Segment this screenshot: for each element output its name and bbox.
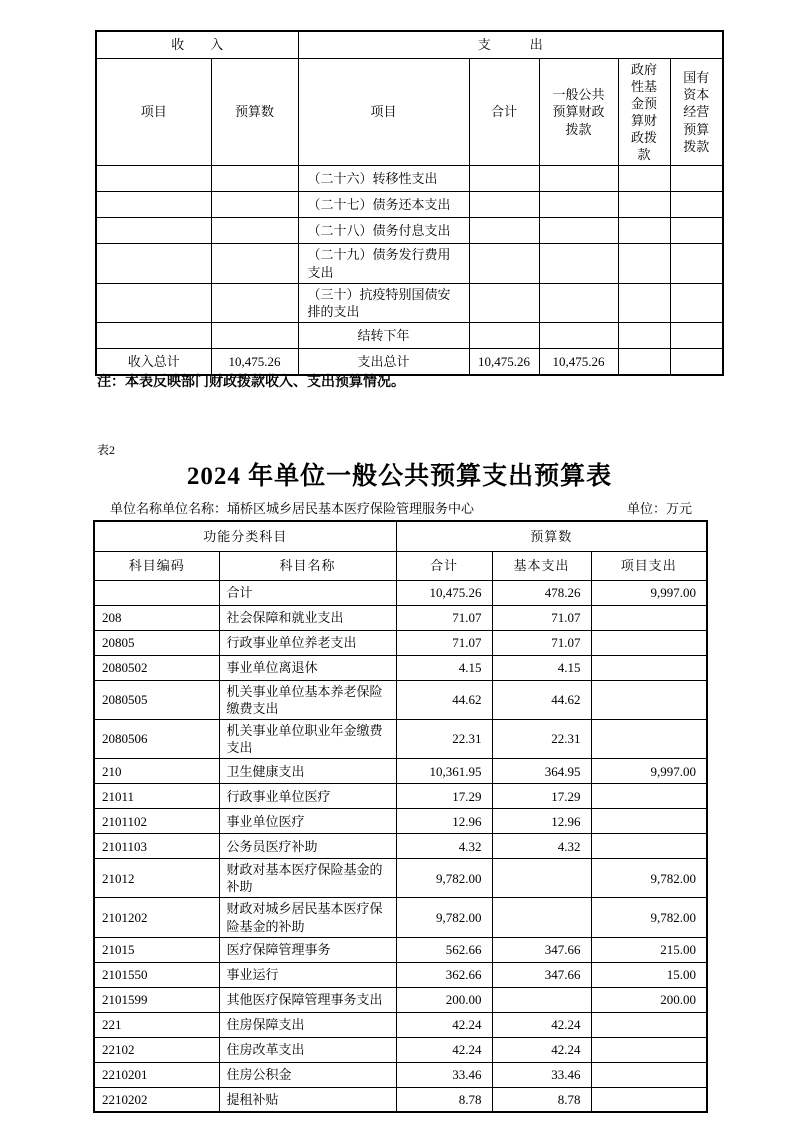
table-cell [211,283,298,322]
table-cell: 4.32 [396,834,492,859]
table-group-header-row [96,31,723,58]
table-cell [539,323,618,349]
table-cell [211,323,298,349]
table-cell: 20805 [94,630,219,655]
column-header: 项目支出 [591,551,707,580]
table-header-row [94,551,707,580]
table-cell: 21011 [94,784,219,809]
table-cell: 10,361.95 [396,759,492,784]
table-cell [492,987,591,1012]
table-header-row [96,58,723,166]
table-cell: 合计 [219,580,396,605]
table-cell: 71.07 [492,630,591,655]
table-cell: 结转下年 [298,323,469,349]
table-cell [670,283,723,322]
table-cell [96,244,211,283]
table2-unit-line [93,498,706,517]
table-row [94,719,707,758]
table-cell: 机关事业单位基本养老保险缴费支出 [219,680,396,719]
table-cell [591,630,707,655]
column-header: 科目名称 [219,551,396,580]
table-cell: 2210202 [94,1087,219,1112]
table-cell [618,192,670,218]
budget-number-group-header: 预算数 [396,521,707,551]
table-cell: 200.00 [396,987,492,1012]
table-row [94,655,707,680]
table-cell: 21015 [94,937,219,962]
table-cell: 33.46 [492,1062,591,1087]
table-cell: 8.78 [396,1087,492,1112]
table-cell [618,349,670,375]
table-cell: 215.00 [591,937,707,962]
table-cell [469,323,539,349]
table-cell [618,323,670,349]
table-row [94,987,707,1012]
table-cell: 事业运行 [219,962,396,987]
table-cell: 行政事业单位医疗 [219,784,396,809]
table-cell: 221 [94,1012,219,1037]
table-cell: 其他医疗保障管理事务支出 [219,987,396,1012]
table-cell [670,349,723,375]
table-cell: 347.66 [492,962,591,987]
table-cell [591,680,707,719]
table-cell [492,898,591,937]
unit-name-text: 单位名称单位名称：埇桥区城乡居民基本医疗保险管理服务中心 [110,501,475,516]
column-header: 项目 [298,58,469,166]
table-cell [96,218,211,244]
table-cell: 住房保障支出 [219,1012,396,1037]
table-cell: （二十六）转移性支出 [298,166,469,192]
table-cell [670,323,723,349]
table-cell [618,244,670,283]
table-cell [618,283,670,322]
table-cell: 10,475.26 [539,349,618,375]
table-cell: 社会保障和就业支出 [219,605,396,630]
table-row [94,580,707,605]
table-cell: 财政对基本医疗保险基金的补助 [219,859,396,898]
table-cell: 9,782.00 [591,859,707,898]
table-cell: 公务员医疗补助 [219,834,396,859]
table-cell: 22102 [94,1037,219,1062]
table-cell: 9,997.00 [591,580,707,605]
table-row [96,166,723,192]
table-cell: 2080506 [94,719,219,758]
table-cell [618,218,670,244]
table-cell: 9,782.00 [396,859,492,898]
table-cell: 17.29 [492,784,591,809]
table-cell [670,192,723,218]
column-header: 国有资本经营预算拨款 [670,58,723,166]
function-class-group-header: 功能分类科目 [94,521,396,551]
table-cell: 9,997.00 [591,759,707,784]
table-cell [94,580,219,605]
table-cell: 财政对城乡居民基本医疗保险基金的补助 [219,898,396,937]
table-cell: 事业单位医疗 [219,809,396,834]
table-cell: 4.32 [492,834,591,859]
table-row [94,962,707,987]
table-cell: 住房公积金 [219,1062,396,1087]
table-cell [469,192,539,218]
table-cell: 33.46 [396,1062,492,1087]
table-cell: 44.62 [492,680,591,719]
table-row [94,937,707,962]
table-cell [591,784,707,809]
table-row [96,323,723,349]
table1-note: 注：本表反映部门财政拨款收入、支出预算情况。 [97,373,405,389]
table-cell [469,283,539,322]
table-cell: 478.26 [492,580,591,605]
table-row [94,859,707,898]
table-cell: 10,475.26 [396,580,492,605]
column-header: 预算数 [211,58,298,166]
table-cell: 收入总计 [96,349,211,375]
table-cell: 42.24 [396,1012,492,1037]
table-cell: 医疗保障管理事务 [219,937,396,962]
table-cell: （二十七）债务还本支出 [298,192,469,218]
table-cell [591,1087,707,1112]
table-cell [539,218,618,244]
column-header: 一般公共预算财政拨款 [539,58,618,166]
table-row [94,630,707,655]
table-cell: 210 [94,759,219,784]
table-cell: 4.15 [492,655,591,680]
table-cell: 2101202 [94,898,219,937]
table2-title: 2024 年单位一般公共预算支出预算表 [186,463,613,490]
table-cell [591,605,707,630]
table-cell [591,834,707,859]
table-cell [469,218,539,244]
table-cell [591,719,707,758]
table-cell [211,166,298,192]
table-cell [539,166,618,192]
column-header: 基本支出 [492,551,591,580]
table-cell [591,809,707,834]
table-cell: 562.66 [396,937,492,962]
table-cell [469,244,539,283]
table-cell: 22.31 [396,719,492,758]
table-row [94,1012,707,1037]
table-cell: 住房改革支出 [219,1037,396,1062]
table-cell: 2101550 [94,962,219,987]
table-cell [670,166,723,192]
table-cell: 2080505 [94,680,219,719]
table-row [96,244,723,283]
table-cell: 22.31 [492,719,591,758]
table-cell: 42.24 [396,1037,492,1062]
table-cell [591,655,707,680]
table-cell [211,218,298,244]
column-header: 政府性基金预算财政拨款 [618,58,670,166]
income-group-header: 收 入 [96,31,298,58]
table-row [96,283,723,322]
table-row [94,605,707,630]
table-row [96,192,723,218]
table-cell: 9,782.00 [591,898,707,937]
table-row [94,1037,707,1062]
table-cell [670,244,723,283]
table-cell: 2101102 [94,809,219,834]
table-cell: 2210201 [94,1062,219,1087]
column-header: 合计 [396,551,492,580]
table-cell [469,166,539,192]
table-cell: 事业单位离退休 [219,655,396,680]
column-header: 项目 [96,58,211,166]
column-header: 合计 [469,58,539,166]
table-cell: 12.96 [492,809,591,834]
table-cell: 42.24 [492,1012,591,1037]
expense-group-header: 支 出 [298,31,723,58]
table-cell: 4.15 [396,655,492,680]
table-cell [539,283,618,322]
table-cell: （二十九）债务发行费用支出 [298,244,469,283]
table-cell: 9,782.00 [396,898,492,937]
table-row [94,898,707,937]
table-cell [591,1062,707,1087]
table-cell: （二十八）债务付息支出 [298,218,469,244]
table-cell: 42.24 [492,1037,591,1062]
table-cell: 2080502 [94,655,219,680]
table-cell [211,244,298,283]
table-cell: 提租补贴 [219,1087,396,1112]
table-cell: 362.66 [396,962,492,987]
table-row [96,218,723,244]
table-cell: 卫生健康支出 [219,759,396,784]
table-cell [591,1037,707,1062]
table-cell: 机关事业单位职业年金缴费支出 [219,719,396,758]
table-cell [539,244,618,283]
expenditure-budget-table [93,520,708,1113]
table-row [94,784,707,809]
table-cell: 10,475.26 [211,349,298,375]
table-row [94,834,707,859]
table-cell: 8.78 [492,1087,591,1112]
table-cell: （三十）抗疫特别国债安排的支出 [298,283,469,322]
unit-label: 单位：万元 [626,501,692,516]
table-cell: 10,475.26 [469,349,539,375]
table-cell: 21012 [94,859,219,898]
table-cell: 347.66 [492,937,591,962]
table-cell [96,166,211,192]
table-cell: 208 [94,605,219,630]
table-cell [96,283,211,322]
table-cell: 12.96 [396,809,492,834]
table-cell [96,192,211,218]
table-cell [96,323,211,349]
table-cell: 2101103 [94,834,219,859]
table2-label: 表2 [97,443,116,457]
table-cell [618,166,670,192]
table-cell: 71.07 [396,630,492,655]
table-cell [211,192,298,218]
table-cell [591,1012,707,1037]
table-group-header-row [94,521,707,551]
table-cell [670,218,723,244]
table-row [94,1087,707,1112]
table-row [94,759,707,784]
table-cell: 71.07 [492,605,591,630]
funding-summary-table [95,30,724,376]
table-row [94,680,707,719]
table-cell: 17.29 [396,784,492,809]
table-cell [492,859,591,898]
table-cell: 71.07 [396,605,492,630]
table-cell: 2101599 [94,987,219,1012]
table-cell: 364.95 [492,759,591,784]
column-header: 科目编码 [94,551,219,580]
table-row [94,1062,707,1087]
table-cell: 15.00 [591,962,707,987]
table-cell: 200.00 [591,987,707,1012]
table-row [94,809,707,834]
table-cell: 44.62 [396,680,492,719]
table-cell [539,192,618,218]
table-cell: 支出总计 [298,349,469,375]
table-cell: 行政事业单位养老支出 [219,630,396,655]
